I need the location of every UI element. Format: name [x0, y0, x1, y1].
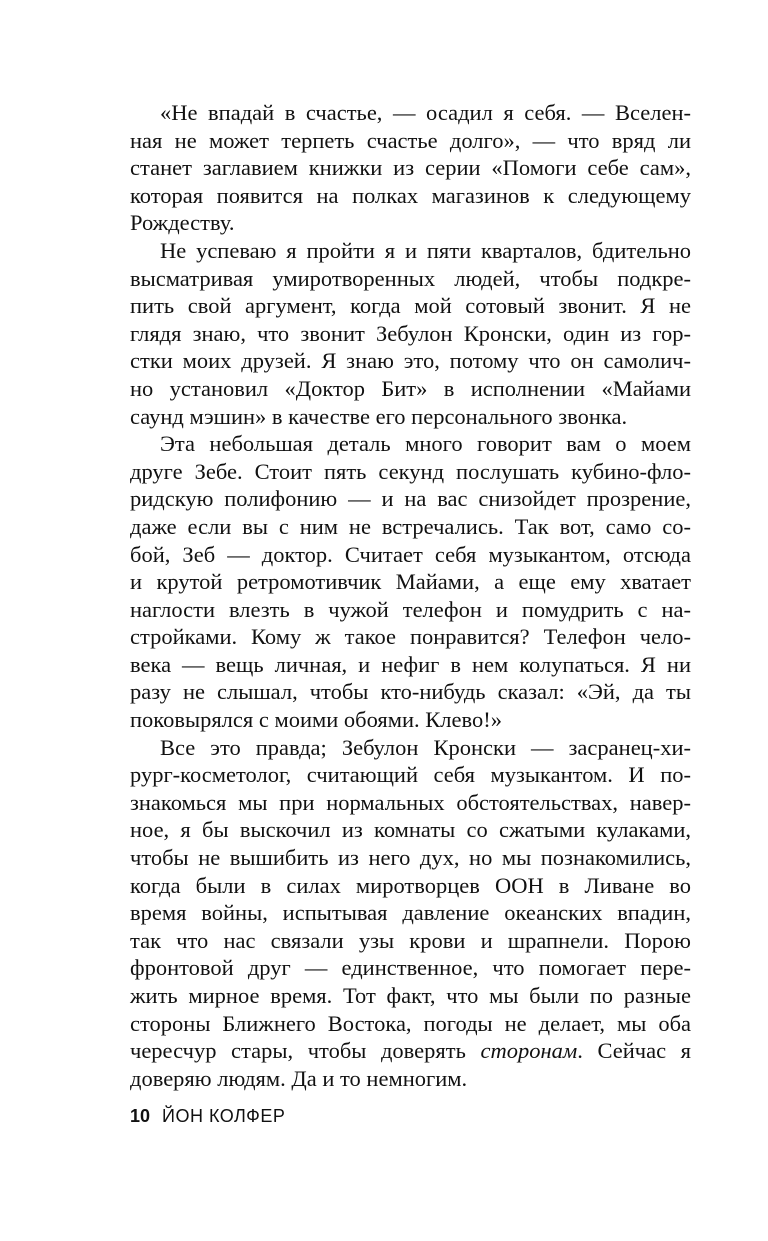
text-line: которая появится на полках магазинов к следующему — [130, 182, 691, 208]
text-line: «Не впадай в счастье, — осадил я себя. — Вселен- — [160, 100, 691, 125]
text-line-with-emphasis — [130, 1037, 691, 1065]
paragraph-2 — [130, 237, 691, 430]
text-line: Все это правда; Зебулон Кронски — засранец-хи- — [160, 734, 691, 760]
text-line: друге Зебе. Стоит пять секунд послушать кубино-фло- — [130, 458, 691, 484]
text-line: когда были в силах миротворцев ООН в Ливане во — [130, 872, 691, 898]
text-line: Эта небольшая деталь много говорит вам о моем — [160, 431, 691, 457]
text-line: даже если вы с ним не встречались. Так вот, само со- — [130, 513, 691, 539]
text-line: разу не слышал, чтобы кто-нибудь сказал: «Эй, да ты — [130, 679, 691, 705]
text-line: стройками. Кому ж такое понравится? Телефон чело- — [130, 624, 691, 650]
text-line: наглости влезть в чужой телефон и помудрить с на- — [130, 596, 691, 622]
text-line: стки моих друзей. Я знаю это, потому что он самолич- — [130, 348, 691, 374]
text-line: саунд мэшин» в качестве его персонального звонка. — [130, 403, 628, 429]
text-line: и крутой ретромотивчик Майами, а еще ему хватает — [130, 569, 691, 595]
text-line: стороны Ближнего Востока, погоды не делает, мы оба — [130, 1010, 691, 1036]
text-line: станет заглавием книжки из серии «Помоги себе сам», — [130, 155, 691, 181]
page-body — [130, 99, 691, 1092]
text-line: Рождеству. — [130, 210, 235, 236]
page-footer — [130, 1106, 285, 1127]
running-head-author: ЙОН КОЛФЕР — [162, 1106, 286, 1126]
text-line: жить мирное время. Тот факт, что мы были по разные — [130, 983, 691, 1008]
text-line: бой, Зеб — доктор. Считает себя музыкантом, отсюда — [130, 541, 691, 567]
text-line: так что нас связали узы крови и шрапнели. Порою — [130, 927, 691, 953]
text-line: но установил «Доктор Бит» в исполнении «Майами — [130, 375, 691, 401]
paragraph-4 — [130, 734, 691, 1093]
text-segment: . Сейчас я — [577, 1038, 692, 1064]
text-line: чтобы не вышибить из него дух, но мы познакомились, — [130, 845, 691, 871]
text-line: знакомься мы при нормальных обстоятельствах, навер- — [130, 789, 691, 815]
page-number: 10 — [130, 1106, 151, 1126]
text-segment: чересчур стары, чтобы доверять — [130, 1038, 481, 1064]
paragraph-3 — [130, 430, 691, 734]
text-line: пить свой аргумент, когда мой сотовый звонит. Я не — [130, 293, 691, 319]
text-line: доверяю людям. Да и то немногим. — [130, 1065, 468, 1091]
text-line: высматривая умиротворенных людей, чтобы подкре- — [130, 265, 691, 291]
text-line: время войны, испытывая давление океанских впадин, — [130, 900, 691, 926]
text-line: глядя знаю, что звонит Зебулон Кронски, один из гор- — [130, 320, 691, 346]
emphasized-word: сторонам — [480, 1038, 578, 1064]
text-line: ридскую полифонию — и на вас снизойдет прозрение, — [130, 486, 691, 512]
text-line: века — вещь личная, и нефиг в нем колупаться. Я ни — [130, 651, 691, 677]
paragraph-1 — [130, 99, 691, 237]
text-line: ная не может терпеть счастье долго», — что вряд ли — [130, 127, 691, 153]
text-line: рург-косметолог, считающий себя музыкантом. И по- — [130, 762, 691, 788]
text-line: Не успеваю я пройти я и пяти кварталов, бдительно — [160, 237, 691, 263]
text-line: ное, я бы выскочил из комнаты со сжатыми кулаками, — [130, 817, 691, 843]
text-line: фронтовой друг — единственное, что помогает пере- — [130, 955, 691, 981]
text-line: поковырялся с моими обоями. Клево!» — [130, 707, 502, 733]
